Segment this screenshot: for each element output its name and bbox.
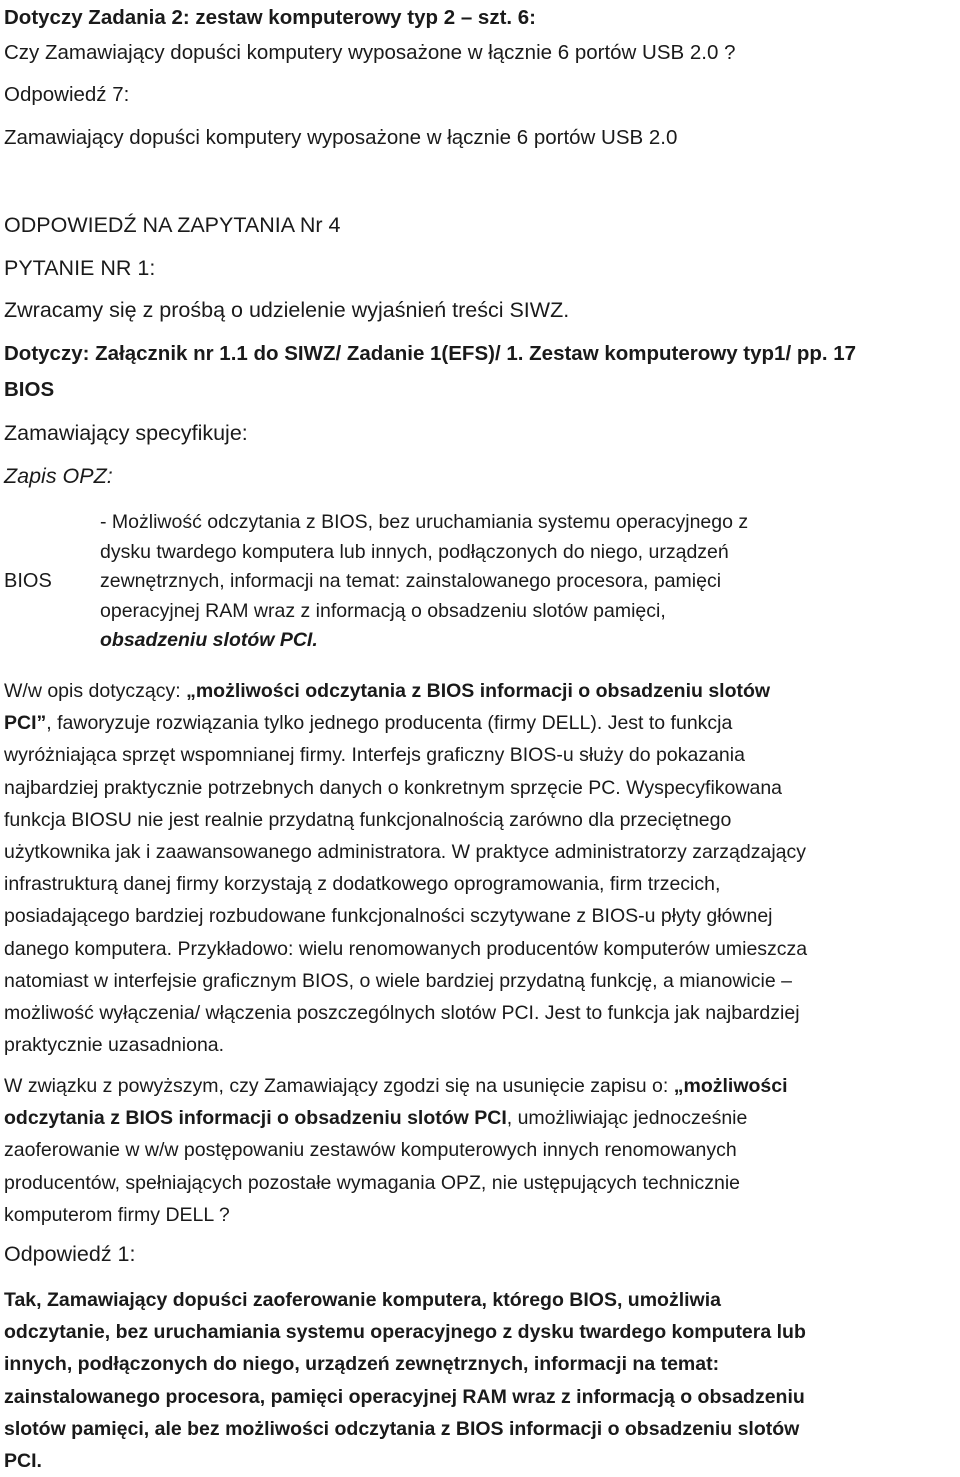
paragraph-request bbox=[4, 1070, 952, 1231]
opz-line-bold: obsadzeniu slotów PCI. bbox=[100, 629, 318, 652]
para2-quote-bold: „możliwości bbox=[673, 1075, 788, 1097]
paragraph-line: możliwość wyłączenia/ włączenia poszczególnych slotów PCI. Jest to funkcja jak najbardziej bbox=[4, 1002, 800, 1025]
paragraph-line: zaoferowanie w w/w postępowaniu zestawów komputerowych innych renomowanych bbox=[4, 1139, 737, 1162]
zad2-answer-label: Odpowiedź 7: bbox=[4, 83, 130, 106]
paragraph-line: użytkownika jak i zaawansowanego administratora. W praktyce administratorzy zarządzający bbox=[4, 841, 807, 864]
paragraph-line: producentów, spełniających pozostałe wymagania OPZ, nie ustępujących technicznie bbox=[4, 1171, 741, 1194]
opz-text bbox=[100, 508, 748, 656]
para1-start: W/w opis dotyczący: bbox=[4, 680, 187, 702]
paragraph-line: posiadającego bardziej rozbudowane funkcjonalności sczytywane z BIOS-u płyty głównej bbox=[4, 905, 773, 928]
paragraph-line: wyróżniająca sprzęt wspomnianej firmy. Interfejs graficzny BIOS-u służy do pokazania bbox=[4, 744, 745, 767]
paragraph-line: praktycznie uzasadniona. bbox=[4, 1034, 225, 1057]
paragraph-line: natomiast w interfejsie graficznym BIOS, o wiele bardziej przydatną funkcję, a mianowicie – bbox=[4, 969, 792, 992]
paragraph-description bbox=[4, 675, 952, 1061]
answer1-text bbox=[4, 1284, 952, 1477]
paragraph-line: funkcja BIOSU nie jest realnie przydatną funkcjonalnością zarówno dla przeciętnego bbox=[4, 808, 732, 831]
answer-line: PCI. bbox=[4, 1450, 42, 1473]
opz-label: Zapis OPZ: bbox=[4, 464, 113, 488]
zad2-title: Dotyczy Zadania 2: zestaw komputerowy typ 2 – szt. 6: bbox=[4, 6, 537, 29]
para1-line2-rest: , faworyzuje rozwiązania tylko jednego producenta (firmy DELL). Jest to funkcja bbox=[46, 712, 733, 735]
para1-quote-bold-end: PCI” bbox=[4, 712, 47, 735]
paragraph-line: infrastrukturą danej firmy korzystają z dodatkowego oprogramowania, firm trzecich, bbox=[4, 873, 721, 896]
question-label: PYTANIE NR 1: bbox=[4, 256, 156, 280]
paragraph-line: najbardziej praktycznie potrzebnych danych o konkretnym sprzęcie PC. Wyspecyfikowana bbox=[4, 776, 783, 799]
paragraph-line: komputerom firmy DELL ? bbox=[4, 1203, 230, 1226]
opz-bios-label: BIOS bbox=[4, 570, 52, 592]
opz-line: dysku twardego komputera lub innych, podłączonych do niego, urządzeń bbox=[100, 540, 729, 563]
opz-line: - Możliwość odczytania z BIOS, bez uruchamiania systemu operacyjnego z bbox=[100, 511, 749, 533]
para2-line2-rest: , umożliwiając jednocześnie bbox=[506, 1107, 748, 1130]
bios-heading: BIOS bbox=[4, 378, 55, 401]
opz-line: operacyjnej RAM wraz z informacją o obsadzeniu slotów pamięci, bbox=[100, 599, 666, 622]
para1-quote-bold: „możliwości odczytania z BIOS informacji o obsadzeniu slotów bbox=[186, 680, 771, 702]
answer-line: Tak, Zamawiający dopuści zaoferowanie komputera, którego BIOS, umożliwia bbox=[4, 1289, 721, 1311]
para2-start: W związku z powyższym, czy Zamawiający zgodzi się na usunięcie zapisu o: bbox=[4, 1075, 674, 1097]
zad2-question: Czy Zamawiający dopuści komputery wyposażone w łącznie 6 portów USB 2.0 ? bbox=[4, 41, 736, 64]
dotyczy-line: Dotyczy: Załącznik nr 1.1 do SIWZ/ Zadanie 1(EFS)/ 1. Zestaw komputerowy typ1/ pp. 17 bbox=[4, 342, 857, 365]
opz-line: zewnętrznych, informacji na temat: zainstalowanego procesora, pamięci bbox=[100, 570, 722, 593]
zad2-answer: Zamawiający dopuści komputery wyposażone w łącznie 6 portów USB 2.0 bbox=[4, 126, 678, 149]
answer-line: slotów pamięci, ale bez możliwości odczytania z BIOS informacji o obsadzeniu slotów bbox=[4, 1417, 800, 1440]
question-intro: Zwracamy się z prośbą o udzielenie wyjaśnień treści SIWZ. bbox=[4, 298, 570, 322]
specifies-line: Zamawiający specyfikuje: bbox=[4, 421, 248, 445]
paragraph-line: danego komputera. Przykładowo: wielu renomowanych producentów komputerów umieszcza bbox=[4, 937, 808, 960]
answer-line: innych, podłączonych do niego, urządzeń zewnętrznych, informacji na temat: bbox=[4, 1353, 720, 1376]
answer1-label: Odpowiedź 1: bbox=[4, 1242, 136, 1266]
section-heading: ODPOWIEDŹ NA ZAPYTANIA Nr 4 bbox=[4, 213, 341, 237]
answer-line: zainstalowanego procesora, pamięci operacyjnej RAM wraz z informacją o obsadzeniu bbox=[4, 1385, 805, 1408]
answer-line: odczytanie, bez uruchamiania systemu operacyjnego z dysku twardego komputera lub bbox=[4, 1321, 806, 1344]
para2-quote-bold-cont: odczytania z BIOS informacji o obsadzeniu slotów PCI bbox=[4, 1107, 507, 1130]
